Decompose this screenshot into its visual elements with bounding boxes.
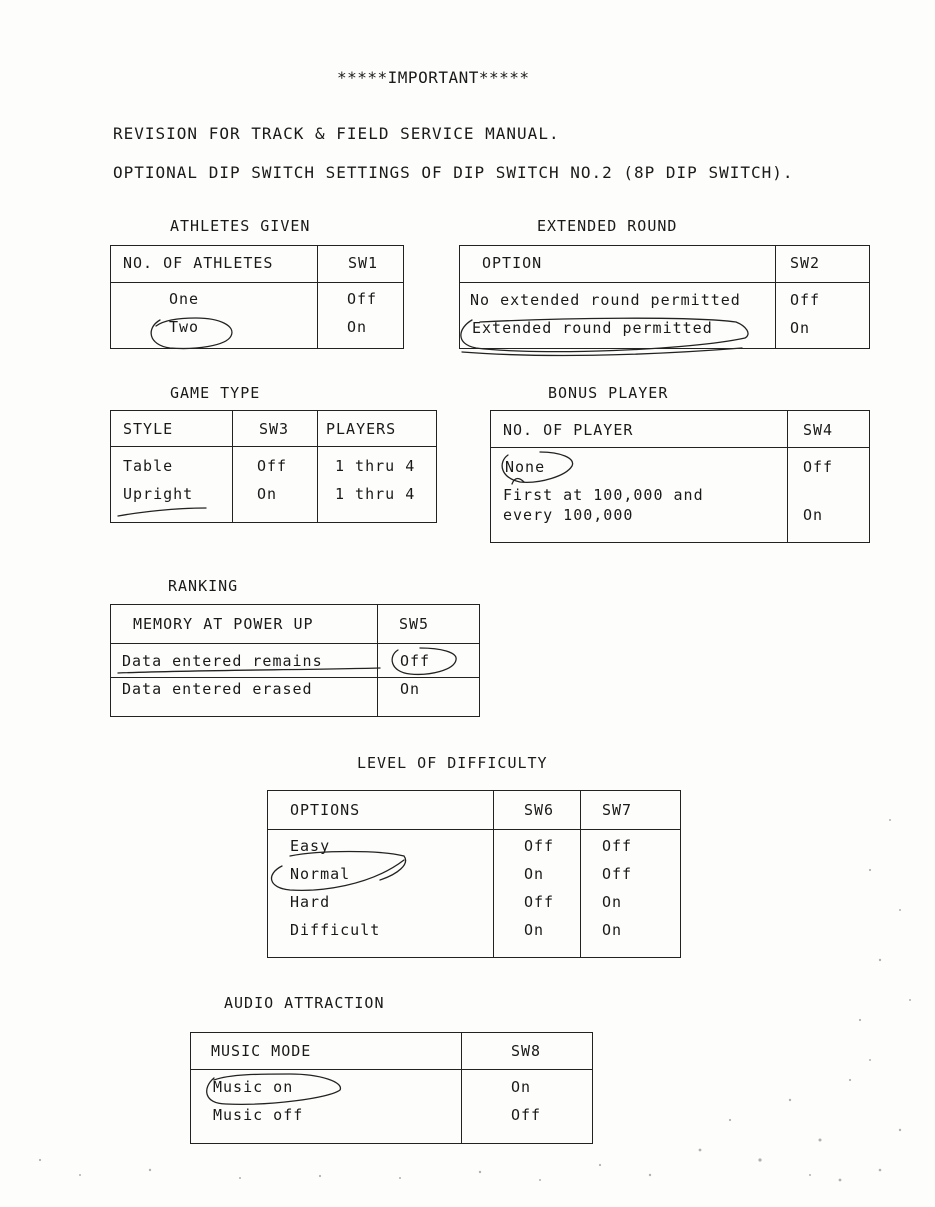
- difficulty-row-hard: Hard: [290, 893, 331, 911]
- extended-row-permitted-sw: On: [790, 319, 811, 337]
- bonus-row-none-sw: Off: [803, 458, 834, 476]
- bonus-row-none: None: [505, 458, 546, 476]
- difficulty-row-easy: Easy: [290, 837, 331, 855]
- bonus-row-every: every 100,000: [503, 506, 634, 524]
- game-row-table-players: 1 thru 4: [335, 457, 416, 475]
- game-header-sw3: SW3: [259, 420, 290, 438]
- game-header-style: STYLE: [123, 420, 174, 438]
- audio-header-mode: MUSIC MODE: [211, 1042, 312, 1060]
- ranking-caption: RANKING: [168, 577, 239, 595]
- audio-header-sw8: SW8: [511, 1042, 542, 1060]
- extended-header-option: OPTION: [482, 254, 543, 272]
- ranking-row-erased: Data entered erased: [122, 680, 313, 698]
- athletes-table: [110, 245, 404, 349]
- extended-row-none: No extended round permitted: [470, 291, 741, 309]
- difficulty-row-normal-sw6: On: [524, 865, 545, 883]
- ranking-header-sw5: SW5: [399, 615, 430, 633]
- extended-caption: EXTENDED ROUND: [537, 217, 678, 235]
- difficulty-row-hard-sw6: Off: [524, 893, 555, 911]
- difficulty-row-difficult: Difficult: [290, 921, 381, 939]
- revision-line: REVISION FOR TRACK & FIELD SERVICE MANUAL.: [113, 124, 560, 143]
- ranking-row-remains: Data entered remains: [122, 652, 323, 670]
- page-title: *****IMPORTANT*****: [337, 68, 530, 87]
- extended-row-permitted: Extended round permitted: [472, 319, 713, 337]
- difficulty-row-difficult-sw6: On: [524, 921, 545, 939]
- athletes-row-one-sw: Off: [347, 290, 378, 308]
- athletes-row-one: One: [169, 290, 200, 308]
- difficulty-header-sw7: SW7: [602, 801, 633, 819]
- bonus-header-sw4: SW4: [803, 421, 834, 439]
- bonus-caption: BONUS PLAYER: [548, 384, 669, 402]
- game-row-table: Table: [123, 457, 174, 475]
- game-header-players: PLAYERS: [326, 420, 397, 438]
- extended-header-sw2: SW2: [790, 254, 821, 272]
- difficulty-row-hard-sw7: On: [602, 893, 623, 911]
- ranking-row-erased-sw: On: [400, 680, 421, 698]
- game-row-upright-sw: On: [257, 485, 278, 503]
- game-type-caption: GAME TYPE: [170, 384, 261, 402]
- audio-row-off-sw: Off: [511, 1106, 542, 1124]
- athletes-row-two-sw: On: [347, 318, 368, 336]
- bonus-header-count: NO. OF PLAYER: [503, 421, 634, 439]
- difficulty-header-sw6: SW6: [524, 801, 555, 819]
- difficulty-row-difficult-sw7: On: [602, 921, 623, 939]
- athletes-header-count: NO. OF ATHLETES: [123, 254, 274, 272]
- dip-switch-line: OPTIONAL DIP SWITCH SETTINGS OF DIP SWITCH NO.2 (8P DIP SWITCH).: [113, 163, 794, 182]
- game-row-upright-players: 1 thru 4: [335, 485, 416, 503]
- extended-row-none-sw: Off: [790, 291, 821, 309]
- difficulty-caption: LEVEL OF DIFFICULTY: [357, 754, 548, 772]
- bonus-row-first: First at 100,000 and: [503, 486, 704, 504]
- game-row-upright: Upright: [123, 485, 194, 503]
- athletes-header-sw1: SW1: [348, 254, 379, 272]
- bonus-table: [490, 410, 870, 543]
- ranking-table: [110, 604, 480, 717]
- game-type-table: [110, 410, 437, 523]
- audio-row-off: Music off: [213, 1106, 304, 1124]
- ranking-row-remains-sw: Off: [400, 652, 431, 670]
- difficulty-header-options: OPTIONS: [290, 801, 361, 819]
- athletes-caption: ATHLETES GIVEN: [170, 217, 311, 235]
- audio-row-on-sw: On: [511, 1078, 532, 1096]
- athletes-row-two: Two: [169, 318, 200, 336]
- audio-row-on: Music on: [213, 1078, 294, 1096]
- difficulty-row-easy-sw7: Off: [602, 837, 633, 855]
- difficulty-row-normal-sw7: Off: [602, 865, 633, 883]
- ranking-header-memory: MEMORY AT POWER UP: [133, 615, 314, 633]
- difficulty-row-normal: Normal: [290, 865, 351, 883]
- extended-table: [459, 245, 870, 349]
- difficulty-table: [267, 790, 681, 958]
- audio-caption: AUDIO ATTRACTION: [224, 994, 385, 1012]
- audio-table: [190, 1032, 593, 1144]
- game-row-table-sw: Off: [257, 457, 288, 475]
- bonus-row-every-sw: On: [803, 506, 824, 524]
- difficulty-row-easy-sw6: Off: [524, 837, 555, 855]
